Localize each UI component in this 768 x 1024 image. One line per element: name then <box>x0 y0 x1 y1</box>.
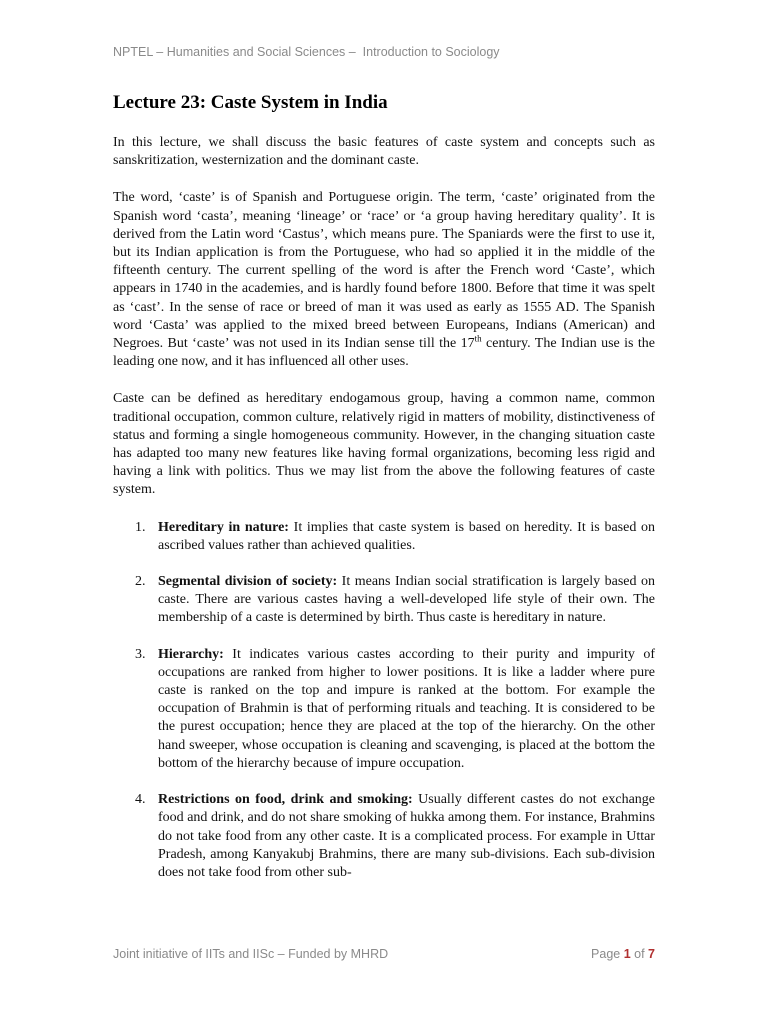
origin-paragraph <box>113 189 655 371</box>
footer-credit: Joint initiative of IITs and IISc – Funded by MHRD <box>113 947 389 961</box>
feature-heading: Segmental division of society: <box>158 574 338 590</box>
list-item <box>113 519 655 555</box>
page-header: NPTEL – Humanities and Social Sciences – Introduction to Sociology <box>113 45 500 59</box>
feature-heading: Hereditary in nature: <box>158 519 289 535</box>
origin-text-before: The word, ‘caste’ is of Spanish and Portuguese origin. The term, ‘caste’ originated from the Spanish word ‘casta’, meaning ‘lineage’ or ‘race’ or ‘a group having hereditary quality’. It is derived from the Latin word ‘Castus’, which means pure. The Spaniards were the first to use it, but its Indian application is from the Portuguese, who had so applied it in the middle of the fifteenth century. The current spelling of the word is after the French word ‘Caste’, which appears in 1740 in the academies, and is hardly found before 1800. Before that time it was spelt as ‘cast’. In the sense of race or breed of man it was used as early as 1555 AD. The Spanish word ‘Casta’ was applied to the mixed breed between Europeans, Indians (American) and Negroes. But ‘caste’ was not used in its Indian sense till the 17 <box>113 190 655 352</box>
page-indicator <box>591 947 655 961</box>
feature-heading: Restrictions on food, drink and smoking: <box>158 792 413 808</box>
list-item <box>113 573 655 628</box>
page-total: 7 <box>648 947 655 961</box>
document-body <box>113 134 655 900</box>
feature-heading: Hierarchy: <box>158 646 224 662</box>
features-list <box>113 519 655 882</box>
list-number: 3. <box>135 646 146 662</box>
list-number: 2. <box>135 574 146 590</box>
feature-text: It indicates various castes according to their purity and impurity of occupations are ranked from higher to lower positions. It is like a ladder where pure caste is ranked on the top and impure is ranked at the bottom. For example the occupation of Brahmin is that of performing rituals and teaching. It is considered to be the purest occupation; hence they are placed at the top of the hierarchy. On the other hand sweeper, whose occupation is cleaning and scavenging, is placed at the bottom the bottom of the hierarchy because of impure occupation. <box>158 646 655 771</box>
feature-text: It implies that caste system is based on heredity. It is based on ascribed values rather than achieved qualities. <box>158 519 656 553</box>
origin-text-after: century. The Indian use is the leading one now, and it has influenced all other uses. <box>113 336 656 370</box>
feature-text: Usually different castes do not exchange food and drink, and do not share smoking of hukka among them. For instance, Brahmins do not take food from any other caste. It is a complicated process. For example in Uttar Pradesh, among Kanyakubj Brahmins, there are many sub-divisions. Each sub-division does not take food from other sub- <box>158 792 655 880</box>
page-prefix: Page <box>591 947 624 961</box>
superscript: th <box>474 333 482 344</box>
feature-text: It means Indian social stratification is largely based on caste. There are various castes having a well-developed life style of their own. The membership of a caste is determined by birth. Thus caste is hereditary in nature. <box>158 574 656 626</box>
lecture-title: Lecture 23: Caste System in India <box>113 92 388 113</box>
page-number: 1 <box>623 947 631 961</box>
list-number: 4. <box>135 792 146 808</box>
intro-paragraph: In this lecture, we shall discuss the basic features of caste system and concepts such as sanskritization, westernization and the dominant caste. <box>113 135 655 169</box>
definition-paragraph: Caste can be defined as hereditary endogamous group, having a common name, common traditional occupation, common culture, relatively rigid in matters of mobility, distinctiveness of status and forming a single homogeneous community. However, in the changing situation caste has adapted too many new features like having formal organizations, becoming less rigid and having a link with politics. Thus we may list from the above the following features of caste system. <box>113 391 655 498</box>
list-number: 1. <box>135 519 146 535</box>
page-of: of <box>630 947 649 961</box>
list-item <box>113 791 655 882</box>
list-item <box>113 646 655 773</box>
